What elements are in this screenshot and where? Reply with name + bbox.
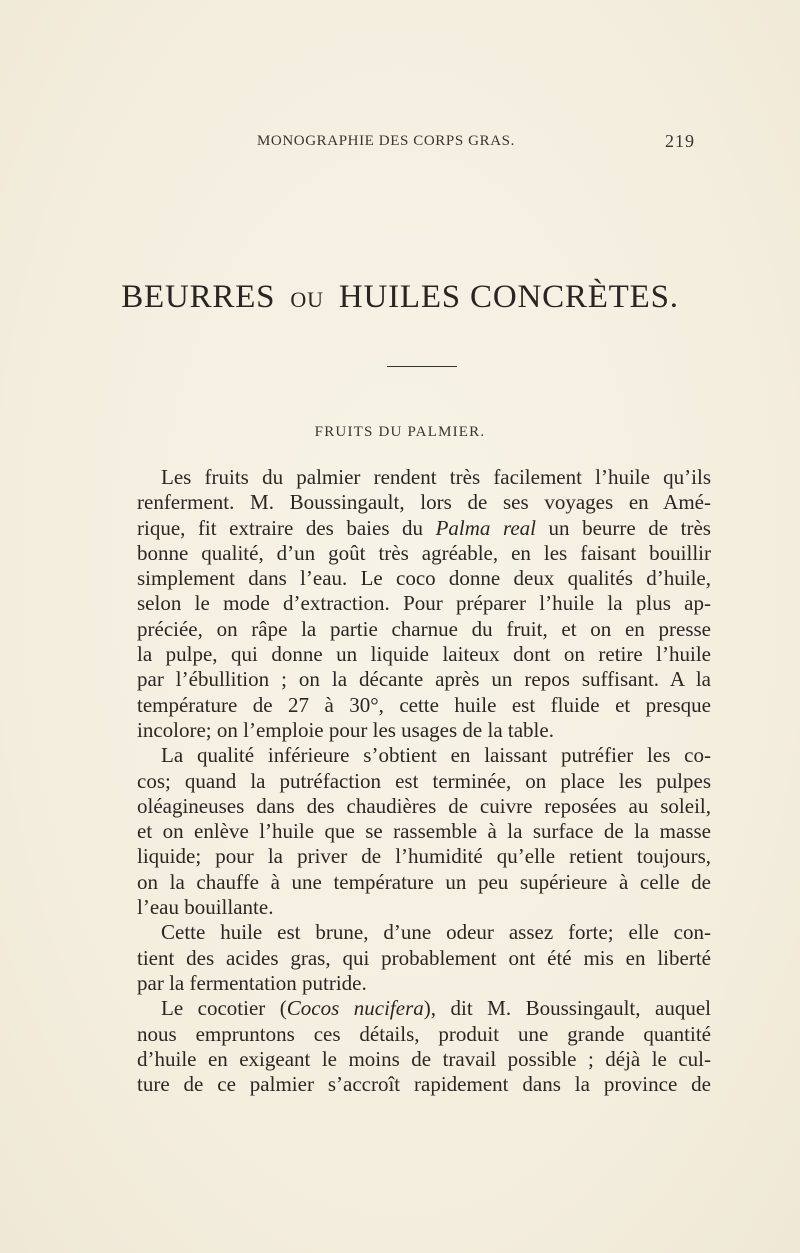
text-fragment: Le cocotier ( (161, 996, 287, 1021)
text-line: Les fruits du palmier rendent très facilement l’huile qu’ils (161, 465, 711, 489)
text-line: La qualité inférieure s’obtient en laissant putréfier les co- (161, 743, 711, 768)
italic-species-name: Palma real (435, 515, 537, 540)
text-line: Cette huile est brune, d’une odeur assez forte; elle con- (161, 920, 711, 945)
page-number: 219 (665, 131, 695, 151)
text-line (137, 516, 711, 541)
text-line: par la fermentation putride. (137, 970, 367, 995)
text-line: cos; quand la putréfaction est terminée, on place les pulpes (137, 768, 711, 793)
text-line: nous empruntons ces détails, produit une grande quantité (137, 1021, 711, 1046)
text-line: liquide; pour la priver de l’humidité qu’elle retient toujours, (137, 844, 711, 869)
chapter-title-part2: HUILES CONCRÈTES. (338, 279, 679, 315)
text-line: préciée, on râpe la partie charnue du fruit, et on en presse (137, 616, 711, 641)
body-text (137, 465, 711, 1097)
text-line: oléagineuses dans des chaudières de cuivre reposées au soleil, (137, 793, 711, 818)
text-line: on la chauffe à une température un peu supérieure à celle de (137, 869, 711, 894)
text-fragment: rique, fit extraire des baies du (137, 515, 436, 540)
text-line: bonne qualité, d’un goût très agréable, en les faisant bouillir (137, 540, 711, 565)
text-line: la pulpe, qui donne un liquide laiteux dont on retire l’huile (137, 642, 711, 667)
text-line: ture de ce palmier s’accroît rapidement dans la province de (137, 1072, 711, 1097)
text-line: par l’ébullition ; on la décante après un repos suffisant. A la (137, 667, 711, 692)
text-line: l’eau bouillante. (137, 895, 274, 920)
text-line: incolore; on l’emploie pour les usages de la table. (137, 717, 554, 742)
text-line: selon le mode d’extraction. Pour préparer l’huile la plus ap- (137, 591, 711, 616)
text-line: tient des acides gras, qui probablement ont été mis en liberté (137, 945, 711, 970)
running-head: MONOGRAPHIE DES CORPS GRAS. (257, 133, 515, 149)
italic-species-name: Cocos nucifera (286, 996, 424, 1021)
text-line: d’huile en exigeant le moins de travail possible ; déjà le cul- (137, 1046, 711, 1071)
text-line: simplement dans l’eau. Le coco donne deux qualités d’huile, (137, 566, 711, 591)
title-divider-rule (387, 366, 457, 367)
section-title: FRUITS DU PALMIER. (314, 424, 486, 440)
chapter-title (0, 279, 800, 316)
text-line: température de 27 à 30°, cette huile est fluide et presque (137, 692, 711, 717)
text-line (137, 996, 711, 1021)
text-fragment: un beurre de très (536, 515, 711, 540)
text-fragment: ), dit M. Boussingault, auquel (423, 996, 711, 1021)
chapter-title-connector: OU (290, 287, 324, 312)
chapter-title-part1: BEURRES (121, 279, 276, 315)
text-line: renferment. M. Boussingault, lors de ses voyages en Amé- (137, 490, 711, 515)
text-line: et on enlève l’huile que se rassemble à la surface de la masse (137, 819, 711, 844)
